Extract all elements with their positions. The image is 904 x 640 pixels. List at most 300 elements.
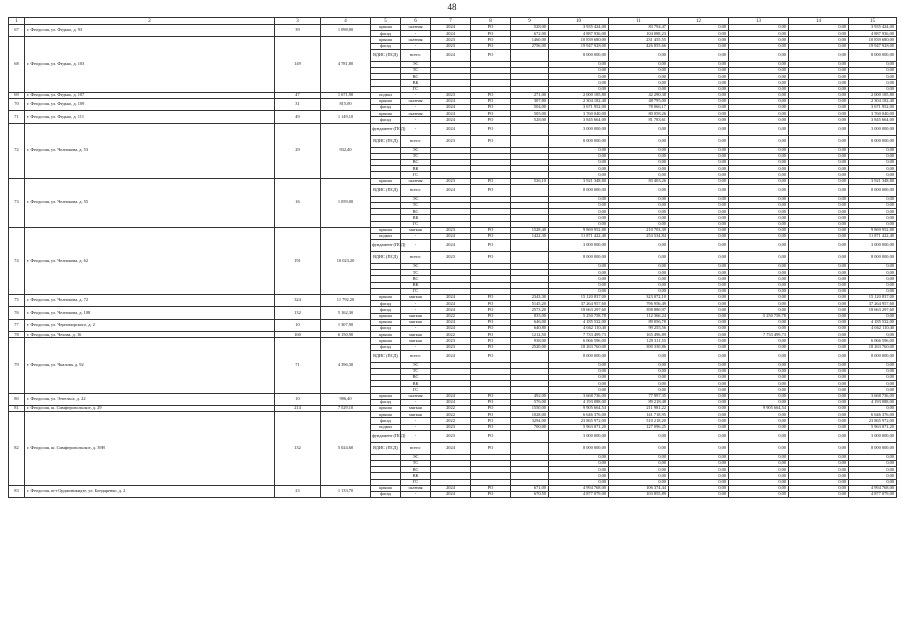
column-4-cell: 986,40 bbox=[321, 393, 371, 405]
data-cell: 15 120 837,00 bbox=[849, 295, 897, 301]
data-cell: 0,00 bbox=[609, 153, 669, 159]
data-cell: 2024 bbox=[431, 117, 471, 123]
object-number-cell: 79 bbox=[9, 338, 25, 393]
data-cell: 0,00 bbox=[729, 25, 789, 31]
data-cell: 0,00 bbox=[789, 393, 849, 399]
data-cell: крыша bbox=[371, 313, 401, 319]
column-number-cell: 9 bbox=[511, 18, 549, 25]
data-cell bbox=[511, 350, 549, 362]
data-cell: 0,00 bbox=[849, 282, 897, 288]
data-cell: РО bbox=[471, 252, 511, 264]
data-cell: 9 869 952,80 bbox=[849, 227, 897, 233]
column-4-cell: 815,00 bbox=[321, 98, 371, 110]
data-cell: 4 662 110,40 bbox=[549, 325, 609, 331]
data-cell: 0,00 bbox=[609, 362, 669, 368]
data-cell: 0,00 bbox=[729, 86, 789, 92]
data-cell: РО bbox=[471, 123, 511, 135]
data-cell: 0,00 bbox=[729, 454, 789, 460]
data-cell: 0,00 bbox=[609, 166, 669, 172]
data-cell: 0,00 bbox=[849, 381, 897, 387]
data-cell: РО bbox=[471, 31, 511, 37]
object-number-cell: 78 bbox=[9, 332, 25, 338]
data-cell: 700,00 bbox=[511, 424, 549, 430]
column-4-cell: 5 024,60 bbox=[321, 412, 371, 486]
data-cell: 0,00 bbox=[789, 153, 849, 159]
data-cell: 2024 bbox=[431, 319, 471, 325]
data-cell: крыша bbox=[371, 332, 401, 338]
data-cell: 0,00 bbox=[609, 86, 669, 92]
data-cell: 0,00 bbox=[789, 467, 849, 473]
data-cell: 0,00 bbox=[669, 61, 729, 67]
data-cell: 2022 bbox=[431, 412, 471, 418]
data-cell: 0,00 bbox=[789, 350, 849, 362]
data-cell: 0,00 bbox=[789, 375, 849, 381]
data-cell: 5145,20 bbox=[511, 301, 549, 307]
data-cell: РО bbox=[471, 491, 511, 497]
data-cell: 1460,00 bbox=[511, 37, 549, 43]
data-cell: 0,00 bbox=[549, 153, 609, 159]
data-cell: 2024 bbox=[431, 98, 471, 104]
data-cell: 0,00 bbox=[669, 491, 729, 497]
data-cell: 0,00 bbox=[729, 479, 789, 485]
data-cell: 0,00 bbox=[729, 178, 789, 184]
column-3-cell: 49 bbox=[275, 111, 321, 123]
data-cell: всего: bbox=[401, 442, 431, 454]
data-cell: 3 845 664,00 bbox=[849, 117, 897, 123]
data-cell: ЭС bbox=[401, 196, 431, 202]
data-cell: 0,00 bbox=[789, 233, 849, 239]
data-cell: 0,00 bbox=[789, 399, 849, 405]
data-cell: 3 921 348,80 bbox=[849, 178, 897, 184]
data-cell: 0,00 bbox=[669, 362, 729, 368]
data-cell: 9 905 664,54 bbox=[729, 406, 789, 412]
column-number-cell: 7 bbox=[431, 18, 471, 25]
data-cell: 4 877 079,00 bbox=[849, 491, 897, 497]
data-cell: 0,00 bbox=[729, 344, 789, 350]
data-cell: 11 871 422,40 bbox=[549, 233, 609, 239]
data-cell: 2024 bbox=[431, 25, 471, 31]
column-4-cell: 1 098,00 bbox=[321, 25, 371, 37]
data-cell: 0,00 bbox=[789, 338, 849, 344]
data-cell: 3 000 000,00 bbox=[849, 240, 897, 252]
data-cell: ВДИС (ПСД) bbox=[371, 350, 401, 362]
data-cell: 89 056,78 bbox=[609, 319, 669, 325]
data-cell: 4 185 532,00 bbox=[849, 319, 897, 325]
data-cell: фасад bbox=[371, 491, 401, 497]
data-cell: 510 218,20 bbox=[609, 418, 669, 424]
data-cell: 8 000 000,00 bbox=[849, 252, 897, 264]
data-cell: 5 963 071,20 bbox=[549, 424, 609, 430]
data-cell: РО bbox=[471, 332, 511, 338]
data-cell: 8 000 000,00 bbox=[549, 49, 609, 61]
data-cell: 0,00 bbox=[729, 49, 789, 61]
data-cell: фасад bbox=[371, 399, 401, 405]
data-cell: РО bbox=[471, 92, 511, 98]
data-cell: 0,00 bbox=[669, 196, 729, 202]
data-cell: 0,00 bbox=[729, 264, 789, 270]
data-cell: 1550,00 bbox=[511, 406, 549, 412]
data-cell: 0,00 bbox=[549, 202, 609, 208]
data-cell: 0,00 bbox=[849, 454, 897, 460]
data-cell: 2024 bbox=[431, 399, 471, 405]
data-cell: 0,00 bbox=[729, 325, 789, 331]
data-cell: РО bbox=[471, 184, 511, 196]
page-number: 48 bbox=[447, 2, 457, 12]
data-cell: РО bbox=[471, 135, 511, 147]
data-cell: 23 865 972,00 bbox=[849, 418, 897, 424]
data-cell: 0,00 bbox=[549, 160, 609, 166]
data-cell: 8 000 000,00 bbox=[549, 252, 609, 264]
data-cell: ВК bbox=[401, 166, 431, 172]
data-cell: 129 311,55 bbox=[609, 338, 669, 344]
data-cell: - bbox=[401, 491, 431, 497]
data-cell: РО bbox=[471, 301, 511, 307]
data-cell: 0,00 bbox=[609, 215, 669, 221]
data-cell: 0,00 bbox=[789, 442, 849, 454]
data-cell: 0,00 bbox=[729, 319, 789, 325]
column-3-cell: 47 bbox=[275, 92, 321, 98]
data-cell: 3 668 736,00 bbox=[849, 393, 897, 399]
data-cell: 526,10 bbox=[511, 178, 549, 184]
column-number-cell: 1 bbox=[9, 18, 25, 25]
data-cell: 0,00 bbox=[609, 209, 669, 215]
data-cell: 0,00 bbox=[609, 240, 669, 252]
data-cell: - bbox=[401, 344, 431, 350]
data-cell: 0,00 bbox=[789, 196, 849, 202]
data-cell: 0,00 bbox=[729, 74, 789, 80]
data-cell: 0,00 bbox=[729, 288, 789, 294]
data-cell: скатная bbox=[401, 178, 431, 184]
data-cell: 2023 bbox=[431, 227, 471, 233]
data-cell: 0,00 bbox=[609, 172, 669, 178]
data-cell: скатная bbox=[401, 393, 431, 399]
data-cell: 2022 bbox=[431, 332, 471, 338]
data-cell: 4 994 768,00 bbox=[849, 485, 897, 491]
data-cell: 0,00 bbox=[789, 67, 849, 73]
data-cell: 3294,00 bbox=[511, 418, 549, 424]
data-cell: 0,00 bbox=[669, 172, 729, 178]
data-cell: 0,00 bbox=[729, 473, 789, 479]
data-cell: 398 880,97 bbox=[609, 307, 669, 313]
data-cell: 6 646 376,00 bbox=[849, 412, 897, 418]
data-cell: 104 088,23 bbox=[609, 31, 669, 37]
object-number-cell: 75 bbox=[9, 295, 25, 307]
data-cell: 0,00 bbox=[849, 67, 897, 73]
data-cell: - bbox=[401, 123, 431, 135]
data-cell: 0,00 bbox=[669, 227, 729, 233]
data-cell: крыша bbox=[371, 319, 401, 325]
data-cell bbox=[511, 49, 549, 61]
data-cell: 0,00 bbox=[849, 196, 897, 202]
data-cell: - bbox=[401, 92, 431, 98]
data-cell: РО bbox=[471, 117, 511, 123]
data-cell: 141 718,95 bbox=[609, 412, 669, 418]
data-cell: РО bbox=[471, 295, 511, 301]
data-cell: 0,00 bbox=[729, 98, 789, 104]
data-cell: 0,00 bbox=[729, 233, 789, 239]
data-cell: 18 263 760,00 bbox=[849, 344, 897, 350]
data-cell: 323 072,10 bbox=[609, 295, 669, 301]
data-cell: 640,80 bbox=[511, 325, 549, 331]
data-cell: РО bbox=[471, 233, 511, 239]
column-4-cell: 1 149,10 bbox=[321, 111, 371, 123]
data-cell: 0,00 bbox=[669, 350, 729, 362]
data-cell: 670,50 bbox=[511, 491, 549, 497]
data-cell: 0,00 bbox=[789, 313, 849, 319]
data-cell: РО bbox=[471, 338, 511, 344]
data-cell: ВС bbox=[401, 74, 431, 80]
address-cell: г. Феодосия, ул. Федько, д. 107 bbox=[25, 92, 275, 98]
data-cell: 0,00 bbox=[669, 221, 729, 227]
data-cell: 0,00 bbox=[669, 80, 729, 86]
column-number-cell: 2 bbox=[25, 18, 275, 25]
data-cell: 0,00 bbox=[669, 387, 729, 393]
column-4-cell: 11 792,20 bbox=[321, 295, 371, 307]
data-cell: 2024 bbox=[431, 111, 471, 117]
data-cell: 0,00 bbox=[549, 209, 609, 215]
repair-program-table bbox=[8, 17, 897, 498]
data-cell: 0,00 bbox=[729, 282, 789, 288]
data-cell: 6 646 376,00 bbox=[549, 412, 609, 418]
data-cell: 2024 bbox=[431, 301, 471, 307]
data-cell: 0,00 bbox=[789, 288, 849, 294]
data-cell: 0,00 bbox=[849, 221, 897, 227]
data-cell: 0,00 bbox=[669, 307, 729, 313]
data-cell: 0,00 bbox=[669, 67, 729, 73]
data-cell: 0,00 bbox=[849, 406, 897, 412]
data-cell: 0,00 bbox=[729, 375, 789, 381]
data-cell: 0,00 bbox=[549, 147, 609, 153]
data-cell: 0,00 bbox=[849, 166, 897, 172]
data-cell: 0,00 bbox=[609, 80, 669, 86]
data-cell: 19 947 928,00 bbox=[849, 43, 897, 49]
data-cell: - bbox=[401, 418, 431, 424]
data-cell: 0,00 bbox=[609, 473, 669, 479]
data-cell: 0,00 bbox=[789, 252, 849, 264]
data-cell: 0,00 bbox=[669, 92, 729, 98]
address-cell: г. Феодосия, ш. Симферопольское, д. 39Н bbox=[25, 412, 275, 486]
data-cell: 89 218,48 bbox=[609, 399, 669, 405]
data-cell: 0,00 bbox=[669, 111, 729, 117]
data-cell: 0,00 bbox=[669, 166, 729, 172]
data-cell: ГС bbox=[401, 86, 431, 92]
data-cell: ВК bbox=[401, 215, 431, 221]
data-cell: 0,00 bbox=[729, 387, 789, 393]
data-cell: 0,00 bbox=[669, 319, 729, 325]
data-cell: ВДИС (ПСД) bbox=[371, 135, 401, 147]
data-cell: 2 304 182,40 bbox=[849, 98, 897, 104]
data-cell: - bbox=[401, 117, 431, 123]
data-cell: 0,00 bbox=[789, 264, 849, 270]
data-cell: 2023 bbox=[431, 252, 471, 264]
data-cell: 1422,30 bbox=[511, 233, 549, 239]
data-cell: 83 403,26 bbox=[609, 178, 669, 184]
data-cell: 0,00 bbox=[789, 25, 849, 31]
data-cell: 0,00 bbox=[549, 86, 609, 92]
column-3-cell: 10 bbox=[275, 319, 321, 331]
data-cell: 3 671 952,00 bbox=[849, 105, 897, 111]
data-cell: 0,00 bbox=[849, 215, 897, 221]
column-4-cell: 1 307,90 bbox=[321, 319, 371, 331]
data-cell: 99 255,56 bbox=[609, 325, 669, 331]
data-cell: ТС bbox=[401, 202, 431, 208]
data-cell: крыша bbox=[371, 338, 401, 344]
data-cell: РО bbox=[471, 418, 511, 424]
data-cell: 835,00 bbox=[511, 313, 549, 319]
data-cell: РО bbox=[471, 442, 511, 454]
column-number-cell: 14 bbox=[789, 18, 849, 25]
data-cell: РО bbox=[471, 313, 511, 319]
column-4-cell: 1 133,70 bbox=[321, 485, 371, 497]
data-cell: 0,00 bbox=[669, 105, 729, 111]
data-cell: 796 956,49 bbox=[609, 301, 669, 307]
data-cell: 0,00 bbox=[549, 270, 609, 276]
data-cell: 0,00 bbox=[669, 86, 729, 92]
data-cell: 5 250 758,78 bbox=[549, 313, 609, 319]
data-cell: РО bbox=[471, 485, 511, 491]
data-cell: 0,00 bbox=[789, 43, 849, 49]
data-cell: 0,00 bbox=[849, 332, 897, 338]
data-cell: 0,00 bbox=[669, 301, 729, 307]
data-cell: ВК bbox=[401, 80, 431, 86]
address-cell: г. Феодосия, ул. Челнокова, д. 108 bbox=[25, 307, 275, 319]
data-cell: 0,00 bbox=[729, 276, 789, 282]
data-cell: всего: bbox=[401, 350, 431, 362]
data-cell: ЭС bbox=[401, 362, 431, 368]
data-cell: 3 760 040,00 bbox=[549, 111, 609, 117]
data-cell: 0,00 bbox=[729, 412, 789, 418]
data-cell: 0,00 bbox=[609, 160, 669, 166]
data-cell: - bbox=[401, 31, 431, 37]
object-number-cell: 80 bbox=[9, 393, 25, 405]
data-cell: 77 997,35 bbox=[609, 393, 669, 399]
data-cell: 0,00 bbox=[609, 252, 669, 264]
address-cell: г. Феодосия, ш. Симферопольское, д. 29 bbox=[25, 406, 275, 412]
data-cell: 0,00 bbox=[789, 479, 849, 485]
data-cell: 0,00 bbox=[669, 31, 729, 37]
data-cell: 0,00 bbox=[549, 166, 609, 172]
data-cell: 2 000 185,80 bbox=[849, 92, 897, 98]
data-cell: 0,00 bbox=[729, 123, 789, 135]
data-cell: 0,00 bbox=[609, 375, 669, 381]
data-cell: 0,00 bbox=[609, 123, 669, 135]
data-cell: 103 855,89 bbox=[609, 491, 669, 497]
data-cell: - bbox=[401, 424, 431, 430]
data-cell: 2 304 182,40 bbox=[549, 98, 609, 104]
data-cell: 78 066,17 bbox=[609, 105, 669, 111]
data-cell: 0,00 bbox=[609, 147, 669, 153]
data-cell: 0,00 bbox=[549, 479, 609, 485]
address-cell: г. Феодосия, ул. Энгельса, д. 22 bbox=[25, 393, 275, 405]
data-cell: 37 264 957,60 bbox=[549, 301, 609, 307]
column-4-cell: 4 781,80 bbox=[321, 37, 371, 92]
data-cell: 0,00 bbox=[789, 147, 849, 153]
data-cell: 0,00 bbox=[729, 252, 789, 264]
object-number-cell: 77 bbox=[9, 319, 25, 331]
data-cell: 3 000 000,00 bbox=[849, 430, 897, 442]
data-cell: фасад bbox=[371, 307, 401, 313]
column-number-cell: 5 bbox=[371, 18, 401, 25]
data-cell: 0,00 bbox=[789, 61, 849, 67]
address-cell: г. Феодосия, ул. Федько, д. 109 bbox=[25, 98, 275, 110]
data-cell: РО bbox=[471, 240, 511, 252]
data-cell: 0,00 bbox=[669, 25, 729, 31]
data-cell: 18 263 760,00 bbox=[549, 344, 609, 350]
data-cell: РО bbox=[471, 412, 511, 418]
column-3-cell: 23 bbox=[275, 485, 321, 497]
data-cell: 80 058,26 bbox=[609, 111, 669, 117]
data-cell: скатная bbox=[401, 25, 431, 31]
data-cell: 83 794,47 bbox=[609, 25, 669, 31]
data-cell: 271,00 bbox=[511, 92, 549, 98]
data-cell: 0,00 bbox=[669, 313, 729, 319]
data-cell: 0,00 bbox=[609, 467, 669, 473]
data-cell: 0,00 bbox=[549, 473, 609, 479]
data-cell: 0,00 bbox=[789, 295, 849, 301]
data-cell: 0,00 bbox=[729, 43, 789, 49]
data-cell: 0,00 bbox=[729, 430, 789, 442]
data-cell: 0,00 bbox=[549, 221, 609, 227]
data-cell: 253 534,84 bbox=[609, 233, 669, 239]
data-cell: 0,00 bbox=[609, 350, 669, 362]
data-cell: 4 193 088,00 bbox=[549, 399, 609, 405]
data-cell: 0,00 bbox=[849, 172, 897, 178]
data-cell: 0,00 bbox=[669, 479, 729, 485]
data-cell: 504,00 bbox=[511, 105, 549, 111]
data-cell: 6 066 596,00 bbox=[549, 338, 609, 344]
object-number-cell: 67 bbox=[9, 25, 25, 37]
data-cell bbox=[511, 123, 549, 135]
address-cell: г. Феодосия, пгт Орджоникидзе, ул. Бондаренко, д. 2 bbox=[25, 485, 275, 497]
data-cell: 0,00 bbox=[849, 209, 897, 215]
data-cell: фундамент (ПСД) bbox=[371, 123, 401, 135]
data-cell: 0,00 bbox=[789, 368, 849, 374]
data-cell: 0,00 bbox=[729, 92, 789, 98]
data-cell: 4 887 936,00 bbox=[549, 31, 609, 37]
data-cell: 0,00 bbox=[729, 460, 789, 466]
data-cell: 0,00 bbox=[789, 135, 849, 147]
data-cell: 0,00 bbox=[789, 117, 849, 123]
data-cell: 0,00 bbox=[729, 135, 789, 147]
data-cell: 0,00 bbox=[669, 43, 729, 49]
data-cell: 0,00 bbox=[729, 215, 789, 221]
data-cell: 0,00 bbox=[669, 381, 729, 387]
data-cell: крыша bbox=[371, 25, 401, 31]
data-cell: 0,00 bbox=[669, 295, 729, 301]
data-cell: крыша bbox=[371, 406, 401, 412]
column-4-cell: 4 396,30 bbox=[321, 338, 371, 393]
data-cell: 0,00 bbox=[549, 288, 609, 294]
data-cell: 0,00 bbox=[789, 418, 849, 424]
column-4-cell: 5 162,30 bbox=[321, 307, 371, 319]
data-cell: 0,00 bbox=[789, 31, 849, 37]
data-cell: ЭС bbox=[401, 454, 431, 460]
data-cell: 0,00 bbox=[549, 276, 609, 282]
data-cell: 3 845 664,00 bbox=[549, 117, 609, 123]
data-cell: 0,00 bbox=[789, 98, 849, 104]
data-cell: ВК bbox=[401, 381, 431, 387]
data-cell: крыша bbox=[371, 98, 401, 104]
data-cell: 0,00 bbox=[669, 37, 729, 43]
data-cell: 0,00 bbox=[789, 221, 849, 227]
data-cell: РО bbox=[471, 325, 511, 331]
object-number-cell: 82 bbox=[9, 412, 25, 486]
data-cell: 15 120 837,00 bbox=[549, 295, 609, 301]
data-cell: 0,00 bbox=[549, 362, 609, 368]
data-cell: фасад bbox=[371, 105, 401, 111]
data-cell: 81 783,61 bbox=[609, 117, 669, 123]
data-cell: фасад bbox=[371, 301, 401, 307]
